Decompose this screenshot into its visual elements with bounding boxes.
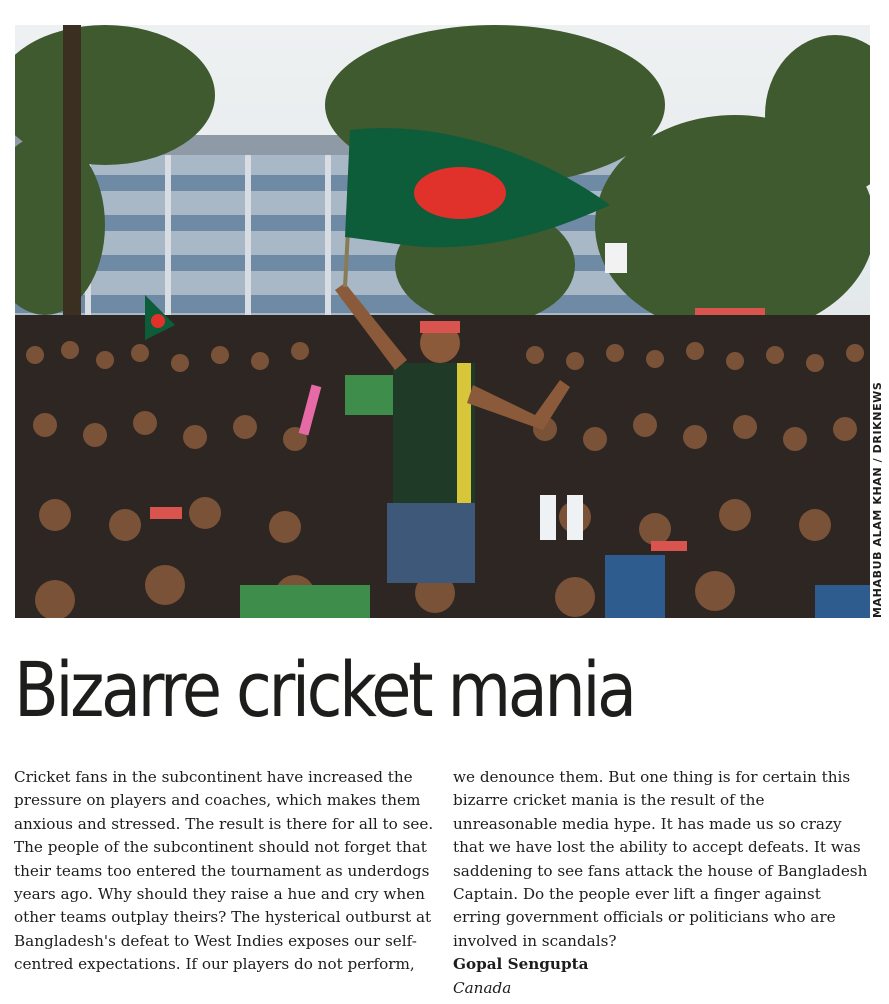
headline: Bizarre cricket mania bbox=[14, 645, 634, 734]
article-column-1 bbox=[14, 766, 434, 977]
article-paragraph: Cricket fans in the subcontinent have increased the pressure on players and coaches, which makes them anxious and stressed. The result is there for all to see. The people of the subcontinent should not forget that their teams too entered the tournament as underdogs years ago. Why should they raise a hue and cry when other teams outplay theirs? The hysterical outburst at Bangladesh's defeat to West Indies exposes our self-centred expectations. If our players do not perform, bbox=[14, 768, 434, 974]
crowd-photo-illustration bbox=[15, 25, 870, 618]
article-paragraph: we denounce them. But one thing is for certain this bizarre cricket mania is the result of the unreasonable media hype. It has made us so crazy that we have lost the ability to accept defeats. It was saddening to see fans attack the house of Bangladesh Captain. Do the people ever lift a finger against erring government officials or politicians who are involved in scandals? bbox=[453, 768, 868, 950]
author-location: Canada bbox=[453, 978, 512, 997]
crowd-photo bbox=[15, 25, 870, 618]
author-name: Gopal Sengupta bbox=[453, 955, 589, 974]
photo-credit: MAHABUB ALAM KHAN / DRIKNEWS bbox=[871, 381, 884, 618]
article-column-2 bbox=[453, 766, 873, 1000]
